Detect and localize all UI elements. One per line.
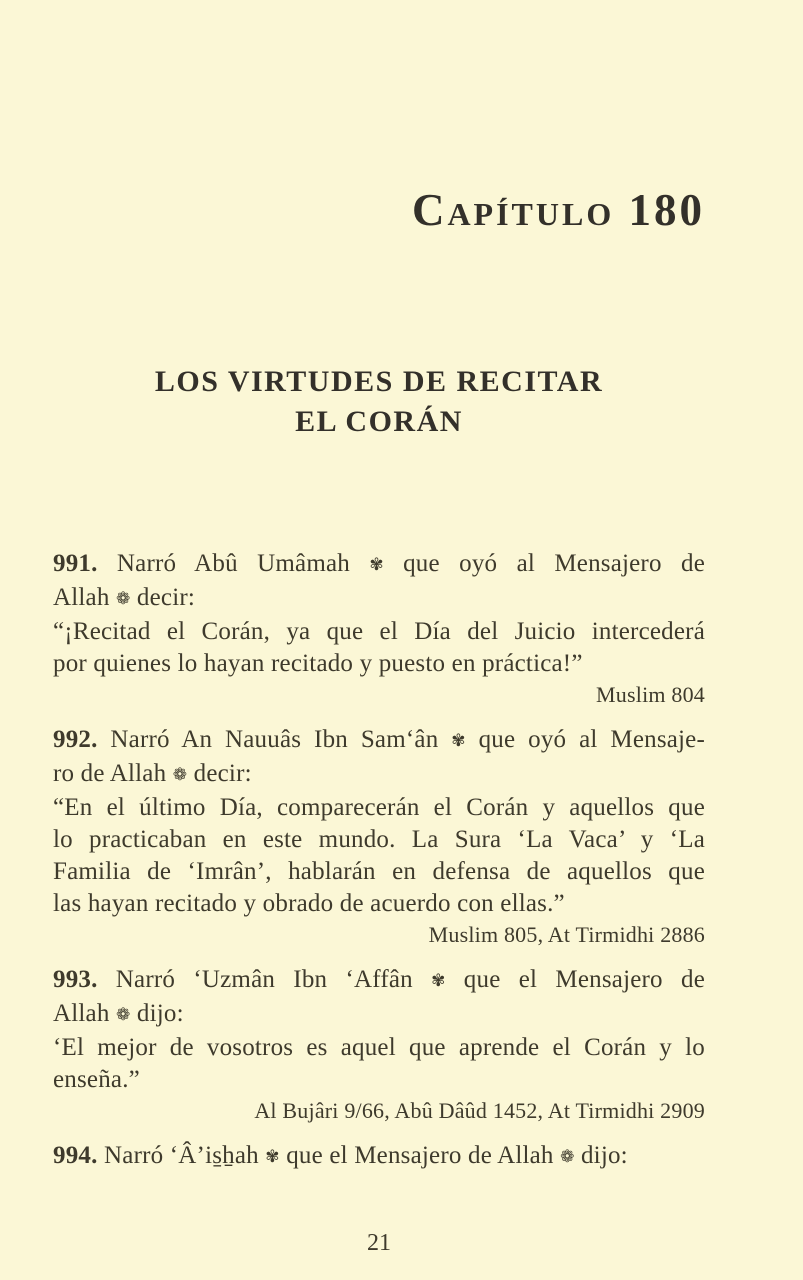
hadith-number: 992. xyxy=(53,726,98,753)
hadith-line: Allah ❁ decir: xyxy=(53,582,705,616)
hadith-line: ro de Allah ❁ decir: xyxy=(53,758,705,792)
hadith-citation: Muslim 804 xyxy=(596,682,705,707)
hadith-line: “En el último Día, comparecerán el Corán y aquellos que xyxy=(53,794,705,821)
hadith-item xyxy=(53,724,705,950)
hadith-line: las hayan recitado y obrado de acuerdo con ellas.” xyxy=(53,890,565,917)
hadith-line: por quienes lo hayan recitado y puesto en práctica!” xyxy=(53,650,583,677)
hadith-number: 991. xyxy=(53,550,98,577)
hadith-line: ‘El mejor de vosotros es aquel que aprende el Corán y lo xyxy=(53,1034,705,1061)
companion-honorific-icon: ✾ xyxy=(369,555,384,575)
hadith-line: “¡Recitad el Corán, ya que el Día del Juicio intercederá xyxy=(53,618,705,645)
hadith-list xyxy=(53,548,705,1174)
hadith-citation: Al Bujâri 9/66, Abû Dâûd 1452, At Tirmidhi 2909 xyxy=(254,1098,705,1123)
chapter-title: Capítulo 180 xyxy=(411,185,705,235)
page-number: 21 xyxy=(367,1230,391,1256)
hadith-number: 993. xyxy=(53,966,98,993)
hadith-citation: Muslim 805, At Tirmidhi 2886 xyxy=(428,922,705,947)
hadith-line: Familia de ‘Imrân’, hablarán en defensa de aquellos que xyxy=(53,858,705,885)
hadith-item xyxy=(53,1140,705,1174)
hadith-line: 992. Narró An Nauuâs Ibn Sam‘ân ✾ que oyó al Mensaje- xyxy=(53,724,705,758)
hadith-number: 994. xyxy=(53,1142,98,1169)
prophet-honorific-icon: ❁ xyxy=(172,765,188,785)
page-content xyxy=(53,0,705,1174)
hadith-line: 993. Narró ‘Uzmân Ibn ‘Affân ✾ que el Mensajero de xyxy=(53,964,705,998)
hadith-line: 991. Narró Abû Umâmah ✾ que oyó al Mensajero de xyxy=(53,548,705,582)
hadith-line: Allah ❁ dijo: xyxy=(53,998,705,1032)
section-title xyxy=(53,362,705,442)
companion-honorific-icon: ✾ xyxy=(431,971,446,991)
companion-honorific-icon: ✾ xyxy=(451,731,466,751)
hadith-item xyxy=(53,548,705,710)
companion-honorific-icon: ✾ xyxy=(265,1147,280,1167)
section-title-line1: LOS VIRTUDES DE RECITAR xyxy=(154,365,604,398)
hadith-line: lo practicaban en este mundo. La Sura ‘La Vaca’ y ‘La xyxy=(53,826,705,853)
prophet-honorific-icon: ❁ xyxy=(560,1147,575,1167)
prophet-honorific-icon: ❁ xyxy=(116,589,131,609)
prophet-honorific-icon: ❁ xyxy=(116,1005,131,1025)
hadith-item xyxy=(53,964,705,1126)
hadith-line: 994. Narró ‘Â’is̱ẖah ✾ que el Mensajero de Allah ❁ dijo: xyxy=(53,1140,705,1174)
hadith-line: enseña.” xyxy=(53,1066,140,1093)
section-title-line2: EL CORÁN xyxy=(295,405,463,438)
